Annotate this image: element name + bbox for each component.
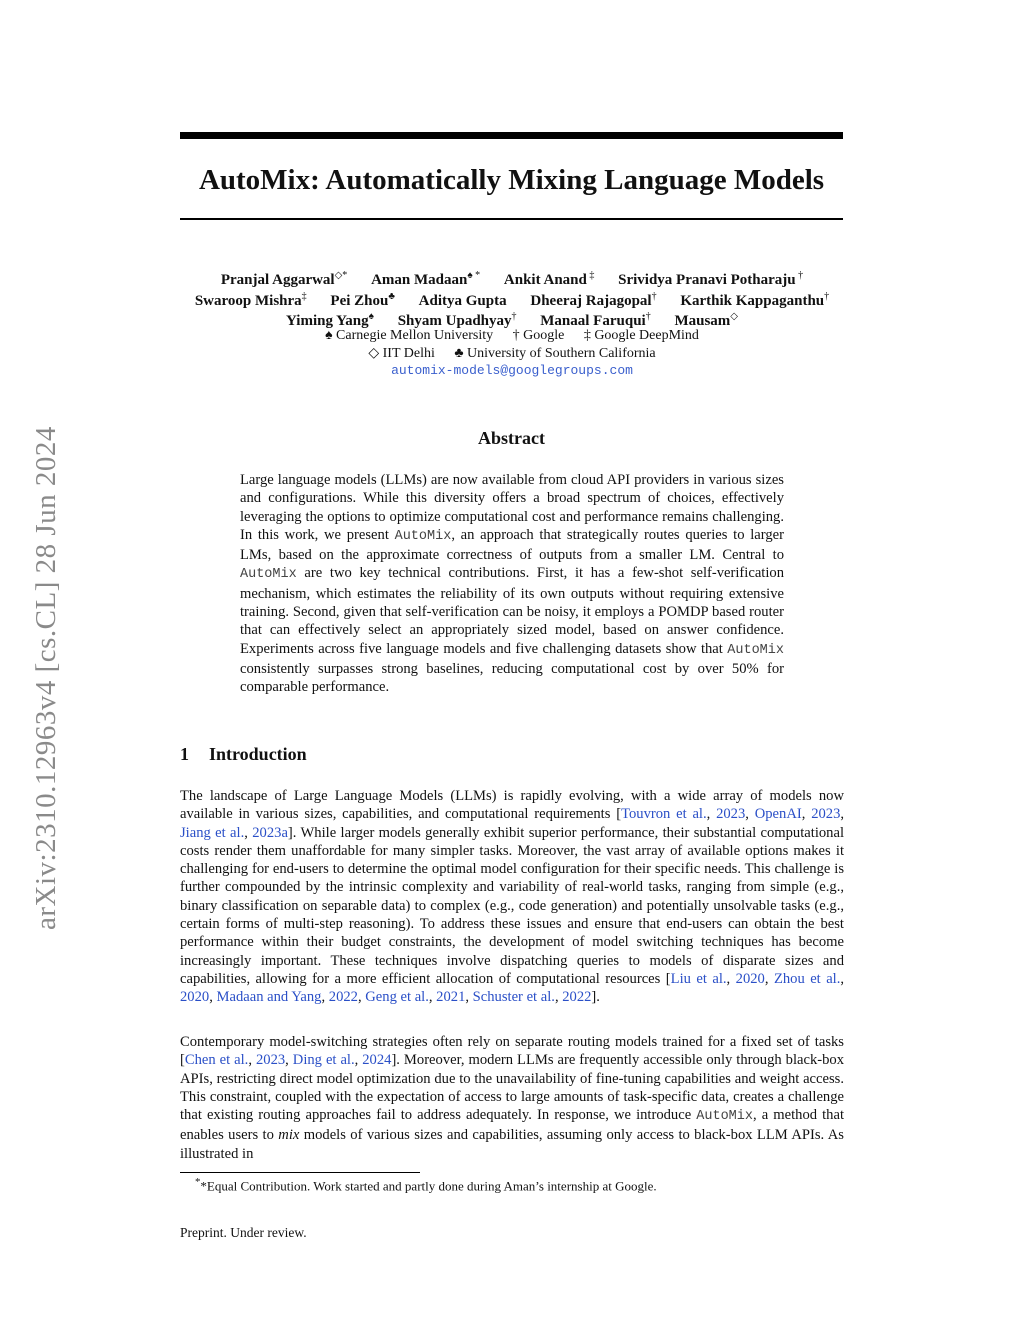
author: Mausam◇	[674, 311, 738, 329]
arxiv-sidebar-stamp: arXiv:2310.12963v4 [cs.CL] 28 Jun 2024	[30, 426, 62, 930]
paper-title: AutoMix: Automatically Mixing Language Models	[198, 164, 825, 196]
affiliation: ‡ Google DeepMind	[583, 328, 699, 343]
method-name: AutoMix	[240, 567, 297, 583]
intro-paragraph-1: The landscape of Large Language Models (LLMs) is rapidly evolving, with a wide array of models now available in various sizes, capabilities, and computational requirements [Touvron et al., 2023, OpenAI, 2023, Jiang et al., 2023a]. While larger models generally exhibit superior performance, their substantial computational costs render them unaffordable for many simpler tasks. Moreover, the vast array of available options makes it challenging for end-users to determine the optimal model configuration for their specific needs. This challenge is further compounded by the intrinsic complexity and variability of real-world tasks, ranging from simple (e.g., binary classification on separable data) to complex (e.g., code generation) and potentially unsolvable tasks (e.g., certain forms of multi-step reasoning). To address these issues and ensure that end-users can obtain the best performance within their budget constraints, the development of model switching techniques has become increasingly important. These techniques involve dispatching queries to models of disparate sizes and capabilities, allowing for a more efficient allocation of computational resources [Liu et al., 2020, Zhou et al., 2020, Madaan and Yang, 2022, Geng et al., 2021, Schuster et al., 2022].	[180, 788, 845, 1006]
method-name: AutoMix	[727, 642, 784, 658]
footnote: **Equal Contribution. Work started and partly done during Aman’s internship at Google.	[195, 1176, 657, 1194]
citation-link[interactable]: 2020	[735, 970, 765, 987]
citation-link[interactable]: 2022	[562, 989, 592, 1006]
author: Shyam Upadhyay†	[397, 311, 517, 329]
citation-link[interactable]: Liu et al.	[670, 970, 727, 987]
title-bottom-rule	[180, 218, 843, 220]
author: Srividya Pranavi Potharaju †	[618, 270, 804, 288]
author: Yiming Yang♠	[286, 311, 374, 329]
citation-link[interactable]: Chen et al.	[184, 1052, 249, 1069]
citation-link[interactable]: Touvron et al.	[621, 806, 707, 823]
citation-link[interactable]: Jiang et al.	[180, 824, 245, 841]
author: Pei Zhou♣	[330, 291, 395, 309]
citation-link[interactable]: 2023	[811, 806, 841, 823]
affiliation: ♠ Carnegie Mellon University	[325, 328, 494, 343]
page-footer: Preprint. Under review.	[180, 1225, 307, 1240]
citation-link[interactable]: Madaan and Yang	[216, 989, 322, 1006]
citation-link[interactable]: 2021	[436, 989, 466, 1006]
affiliations-row-1	[150, 327, 874, 345]
author: Aman Madaan♠ *	[371, 270, 481, 288]
citation-link[interactable]: OpenAI	[754, 806, 802, 823]
author: Manaal Faruqui†	[540, 311, 651, 329]
citation-link[interactable]: 2023	[716, 806, 746, 823]
method-name: AutoMix	[696, 1109, 753, 1125]
method-name: AutoMix	[394, 528, 452, 544]
affiliation: † Google	[512, 328, 565, 343]
author: Karthik Kappaganthu†	[680, 291, 830, 309]
citation-link[interactable]: Ding et al.	[292, 1052, 355, 1069]
author: Ankit Anand ‡	[503, 270, 595, 288]
citation-link[interactable]: 2023a	[252, 824, 288, 841]
author: Dheeraj Rajagopal†	[530, 291, 657, 309]
abstract-heading: Abstract	[478, 428, 545, 448]
author: Swaroop Mishra‡	[194, 291, 307, 309]
abstract-text: Large language models (LLMs) are now available from cloud API providers in various sizes and configurations. While this diversity offers a broad spectrum of choices, effectively leveraging the options to optimize computational cost and performance remains challenging. In this work, we present AutoMix, an approach that strategically routes queries to larger LMs, based on the approximate correctness of outputs from a smaller LM. Central to AutoMix are two key technical contributions. First, it has a few-shot self-verification mechanism, which estimates the reliability of its own outputs without requiring extensive training. Second, given that self-verification can be noisy, it employs a POMDP based router that can effectively select an appropriately sized model, based on answer confidence. Experiments across five language models and five challenging datasets show that AutoMix consistently surpasses strong baselines, reducing computational cost by over 50% for comparable performance.	[240, 472, 784, 696]
affiliation: ◇ IIT Delhi	[368, 346, 435, 361]
citation-link[interactable]: Zhou et al.	[773, 970, 841, 987]
citation-link[interactable]: Geng et al.	[365, 989, 429, 1006]
citation-link[interactable]: Schuster et al.	[472, 989, 555, 1006]
author: Aditya Gupta	[418, 293, 507, 309]
author: Pranjal Aggarwal◇*	[220, 270, 348, 288]
section-heading-introduction: 1 Introduction	[180, 744, 307, 764]
citation-link[interactable]: 2020	[180, 989, 210, 1006]
citation-link[interactable]: 2023	[255, 1052, 286, 1069]
contact-email-link[interactable]: automix-models@googlegroups.com	[391, 363, 633, 378]
affiliation: ♣ University of Southern California	[454, 346, 656, 361]
intro-paragraph-2: Contemporary model-switching strategies often rely on separate routing models trained for a fixed set of tasks [Chen et al., 2023, Ding et al., 2024]. Moreover, modern LLMs are frequently accessible only through black-box APIs, restricting direct model optimization due to the unavailability of fine-tuning capabilities and weight access. This constraint, coupled with the expectation of access to large amounts of task-specific data, creates a challenge that existing routing approaches fail to address adequately. In response, we introduce AutoMix, a method that enables users to mix models of various sizes and capabilities, assuming only access to black-box LLM APIs. As illustrated in	[180, 1034, 844, 1162]
footnote-rule	[180, 1172, 420, 1173]
affiliations-row-2	[150, 345, 874, 363]
citation-link[interactable]: 2024	[362, 1052, 392, 1069]
title-top-rule	[180, 132, 843, 139]
citation-link[interactable]: 2022	[328, 989, 358, 1006]
